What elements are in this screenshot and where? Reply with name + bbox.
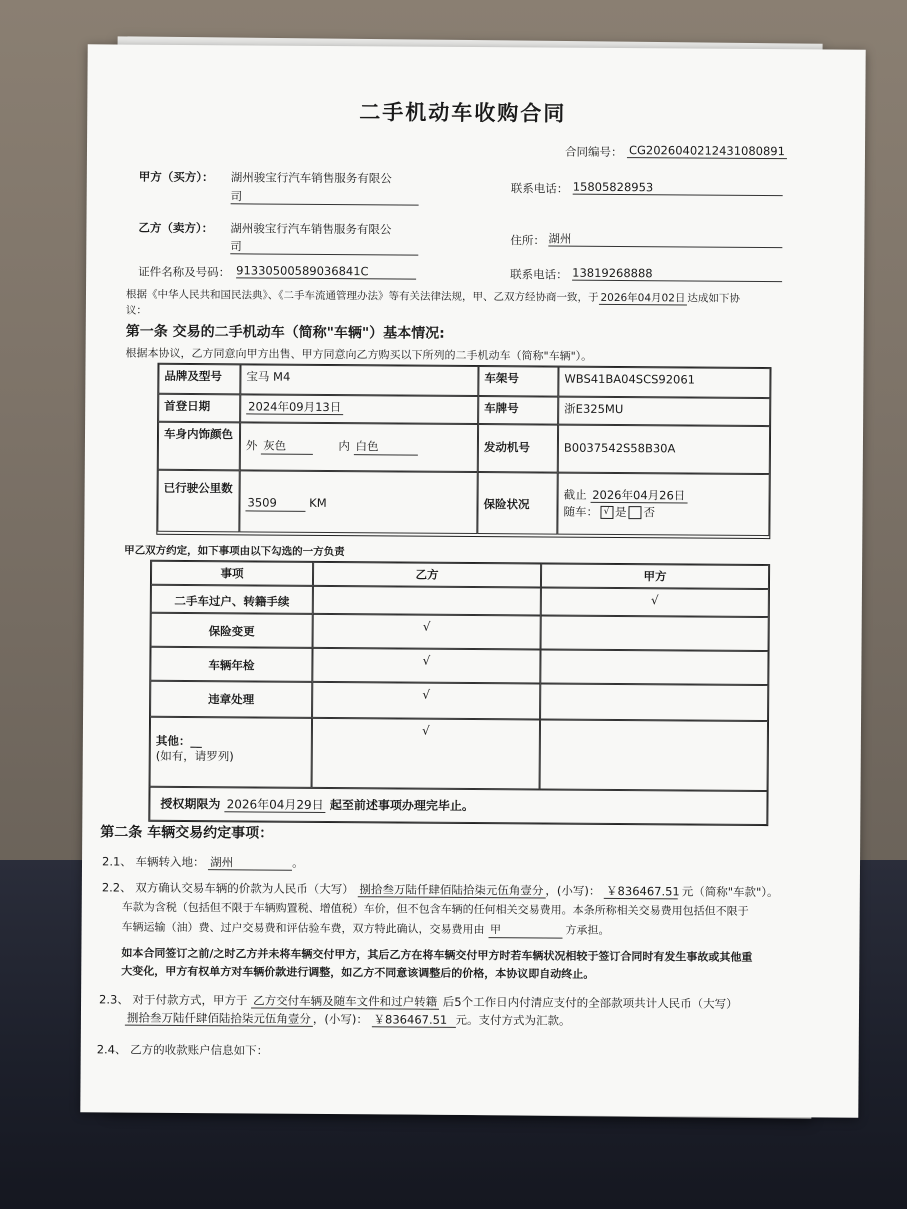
- int-prefix: 内: [338, 439, 350, 454]
- party-b-phone-label: 联系电话：: [510, 267, 568, 282]
- duty-item-inspection: 车辆年检: [150, 647, 312, 682]
- s23-b: 后5个工作日内付清应支付的全部款项共计人民币（大写）: [442, 994, 738, 1011]
- contract-title: 二手机动车收购合同: [359, 100, 567, 126]
- duty-inspection-b[interactable]: √: [312, 648, 540, 684]
- brand-label: 品牌及型号: [158, 364, 240, 395]
- duty-col-item: 事项: [151, 561, 313, 586]
- duty-insurance-b[interactable]: √: [313, 614, 541, 650]
- s22-c: 元（简称"车款"）。: [681, 884, 779, 900]
- duty-intro: 甲乙双方约定，如下事项由以下勾选的一方负责: [124, 544, 345, 559]
- duty-item-violation: 违章处理: [150, 681, 312, 718]
- s23-num: 2.3、: [99, 992, 129, 1007]
- s22-line-3: [122, 921, 610, 939]
- duty-other-hint: (如有，请罗列): [155, 748, 234, 764]
- no-label: 否: [643, 505, 656, 520]
- duty-transfer-a[interactable]: √: [541, 587, 769, 617]
- s22-lower: ￥836467.51: [604, 884, 678, 900]
- party-a-phone: 15805828953: [573, 180, 783, 197]
- duty-other-label: 其他：__: [155, 733, 202, 749]
- basis-text: 根据《中华人民共和国民法典》、《二手车流通管理办法》等有关法律法规，甲、乙双方经协商一致，于: [125, 288, 599, 304]
- s22-line-1: [102, 880, 779, 900]
- s23-c: ，(小写)：: [312, 1011, 368, 1027]
- s23-a: 对于付款方式，甲方于: [132, 992, 248, 1008]
- basis-line: [126, 289, 740, 306]
- vehicle-table: [156, 363, 771, 539]
- mileage-unit: KM: [309, 495, 327, 510]
- insurance-label: 保险状况: [477, 472, 557, 535]
- duty-item-insurance: 保险变更: [151, 613, 313, 648]
- reg-date-label: 首登日期: [158, 394, 240, 423]
- s23-lower: ￥836467.51: [372, 1012, 456, 1028]
- s22-line-3a: 车辆运输（油）费、过户交易费和评估验车费，双方特此确认，交易费用由: [121, 920, 485, 937]
- auth-tail: 起至前述事项办理完毕止。: [329, 798, 474, 814]
- duty-violation-a[interactable]: [540, 683, 768, 721]
- duty-item-transfer: 二手车过户、转籍手续: [151, 585, 313, 614]
- insurance-until-label: 截止: [563, 487, 587, 502]
- basis-text-tail: 达成如下协: [687, 292, 740, 305]
- article-1-heading: 第一条 交易的二手机动车（简称"车辆"）基本情况:: [125, 323, 445, 342]
- vin-label: 车架号: [478, 366, 558, 397]
- contract-page: [80, 44, 865, 1117]
- with-car-line: [563, 505, 763, 521]
- party-a-name-2: 司: [231, 189, 419, 206]
- duty-transfer-b[interactable]: [313, 586, 541, 616]
- party-b-phone: 13819268888: [572, 266, 782, 283]
- contract-no-label: 合同编号：: [564, 144, 623, 160]
- ext-color: 灰色: [261, 439, 313, 455]
- party-b-name-2: 司: [230, 239, 418, 256]
- s23-d: 元。支付方式为汇款。: [455, 1012, 571, 1028]
- party-a-label: 甲方（买方）：: [138, 169, 214, 185]
- ext-prefix: 外: [245, 438, 258, 453]
- s22-b: ，(小写)：: [545, 883, 601, 898]
- id-value: 91330500589036841C: [236, 263, 416, 280]
- insurance-cell: [557, 473, 769, 536]
- mileage-value: 3509: [245, 495, 305, 511]
- yes-label: 是: [614, 504, 627, 520]
- s21-label: 车辆转入地：: [135, 854, 205, 870]
- duty-other-b[interactable]: √: [312, 718, 540, 790]
- s23-upper: 捌拾叁万陆仟肆佰陆拾柒元伍角壹分: [125, 1011, 313, 1027]
- id-label: 证件名称及号码：: [138, 264, 231, 280]
- duty-inspection-a[interactable]: [540, 649, 768, 685]
- plate-value: 浙E325MU: [558, 397, 770, 426]
- s21-value: 湖州: [208, 855, 292, 871]
- s21-line: [102, 854, 304, 871]
- s22-line-3b: 方承担。: [565, 923, 610, 937]
- duty-col-b: 乙方: [313, 562, 541, 588]
- s24-text: 乙方的收款账户信息如下：: [130, 1042, 269, 1058]
- party-a-name-1: 湖州骏宝行汽车销售服务有限公: [230, 170, 392, 186]
- notice-line-1: 如本合同签订之前/之时乙方并未将车辆交付甲方，其后乙方在将车辆交付甲方时若车辆状况相较于签订合同时有发生事故或其他重: [121, 946, 753, 964]
- vin-value: WBS41BA04SCS92061: [558, 367, 770, 398]
- s22-a: 双方确认交易车辆的价款为人民币（大写）: [135, 880, 354, 897]
- s24-line: [97, 1042, 269, 1058]
- s22-line-2: 车款为含税（包括但不限于车辆购置税、增值税）车价，但不包含车辆的任何相关交易费用。本条所称相关交易费用包括但不限于: [121, 900, 749, 918]
- color-cell: [240, 422, 478, 472]
- party-b-name-1: 湖州骏宝行汽车销售服务有限公: [230, 221, 392, 237]
- duty-col-a: 甲方: [541, 563, 769, 589]
- party-b-label: 乙方（卖方）：: [138, 220, 214, 236]
- s22-party: 甲: [488, 923, 562, 938]
- int-color: 白色: [354, 439, 418, 455]
- auth-date: 2026年04月29日: [225, 797, 326, 813]
- contract-no-value: CG20260402124310808​91: [627, 143, 787, 159]
- engine-label: 发动机号: [478, 424, 558, 473]
- reg-date-value: 2024年09月13日: [246, 399, 343, 415]
- brand-value: 宝马 M4: [240, 364, 478, 396]
- duty-insurance-a[interactable]: [541, 615, 769, 651]
- notice-line-2: 大变化，甲方有权单方对车辆价款进行调整，如乙方不同意该调整后的价格，本协议即自动终止。: [121, 964, 595, 981]
- no-checkbox[interactable]: [628, 506, 641, 519]
- party-b-address-label: 住所：: [510, 233, 545, 248]
- s23-line-1: [99, 992, 738, 1011]
- s22-upper: 捌拾叁万陆仟肆佰陆拾柒元伍角壹分: [357, 882, 545, 898]
- article-2-heading: 第二条 车辆交易约定事项：: [100, 824, 274, 842]
- duty-other-a[interactable]: [540, 719, 768, 791]
- party-b-address: 湖州: [548, 232, 782, 249]
- mileage-cell: [239, 470, 477, 534]
- insurance-until-date: 2026年04月26日: [590, 488, 687, 504]
- mileage-label: 已行驶公里数: [157, 470, 239, 533]
- s21-num: 2.1、: [101, 854, 132, 869]
- reg-date-cell: [240, 394, 478, 424]
- article-1-intro: 根据本协议，乙方同意向甲方出售、甲方同意向乙方购买以下所列的二手机动车（简称"车辆"）。: [125, 346, 593, 363]
- basis-line-2: 议：: [125, 304, 147, 317]
- s21-end: 。: [292, 855, 304, 870]
- s22-num: 2.2、: [101, 880, 132, 895]
- engine-value: B0037542S58B30A: [558, 425, 770, 474]
- yes-checkbox[interactable]: √: [600, 506, 613, 519]
- s23-line-2: [125, 1011, 571, 1029]
- plate-label: 车牌号: [478, 396, 558, 425]
- s23-cond: 乙方交付车辆及随车文件和过户转籍: [251, 993, 439, 1009]
- insurance-until-line: [564, 488, 764, 504]
- duty-item-other: [150, 717, 312, 788]
- duty-table: [148, 560, 770, 826]
- auth-label: 授权期限为: [160, 796, 221, 812]
- color-label: 车身内饰颜色: [158, 422, 240, 471]
- agreement-date: 2026年04月02日: [598, 292, 687, 306]
- with-car-label: 随车：: [563, 504, 599, 519]
- s24-num: 2.4、: [96, 1042, 127, 1057]
- duty-violation-b[interactable]: √: [312, 682, 540, 720]
- party-a-phone-label: 联系电话：: [510, 181, 569, 196]
- auth-period: [149, 787, 767, 825]
